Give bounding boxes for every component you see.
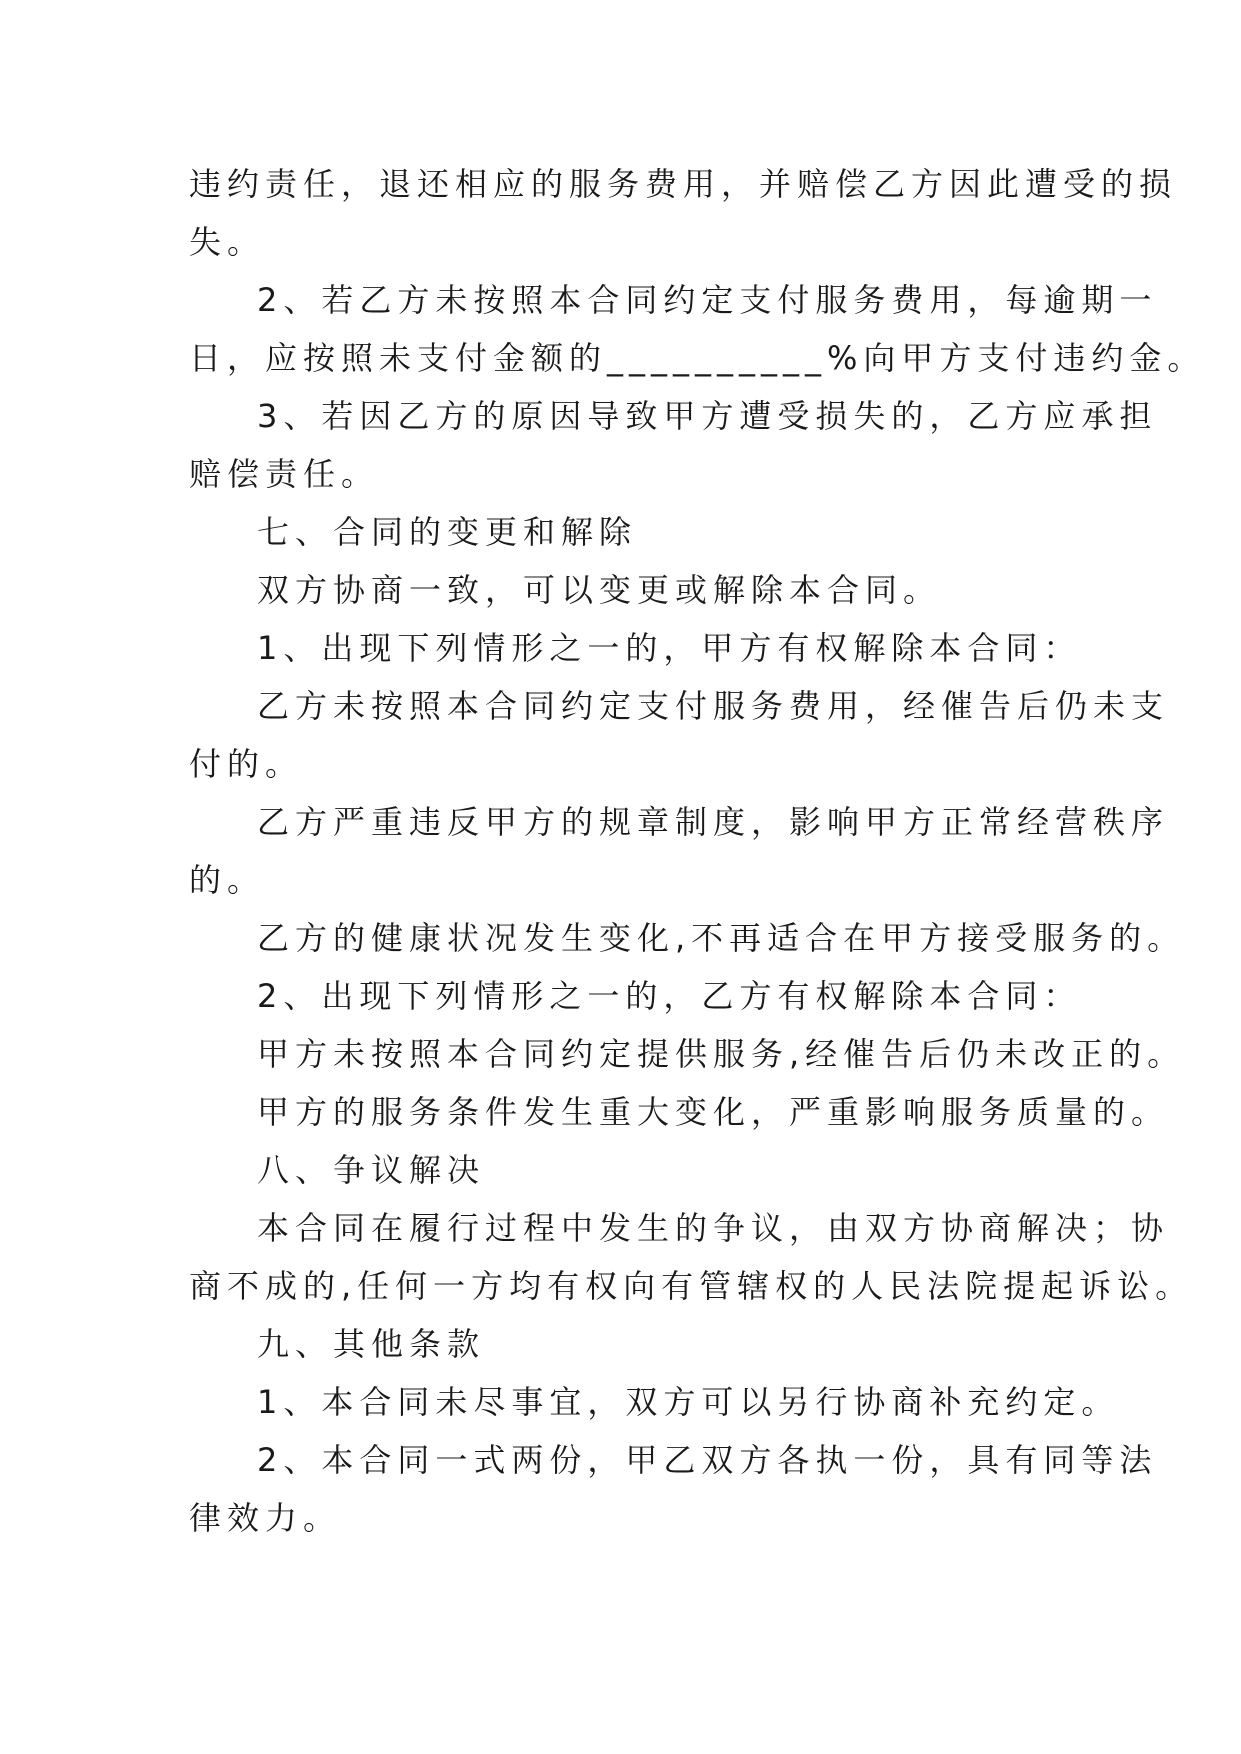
clause-line: 1、本合同未尽事宜，双方可以另行协商补充约定。 (257, 1383, 1120, 1421)
clause-line: 2、本合同一式两份，甲乙双方各执一份，具有同等法 (257, 1441, 1158, 1479)
clause-line: 2、若乙方未按照本合同约定支付服务费用，每逾期一 (257, 281, 1158, 319)
section-heading: 七、合同的变更和解除 (257, 513, 638, 551)
text-line: 赔偿责任。 (189, 455, 380, 493)
section-heading: 九、其他条款 (257, 1325, 486, 1363)
text-line: 律效力。 (189, 1499, 342, 1537)
paragraph-line: 甲方未按照本合同约定提供服务,经催告后仍未改正的。 (257, 1035, 1186, 1073)
paragraph-line: 本合同在履行过程中发生的争议，由双方协商解决；协 (257, 1209, 1170, 1247)
clause-line: 3、若因乙方的原因导致甲方遭受损失的，乙方应承担 (257, 397, 1158, 435)
text-line: 违约责任，退还相应的服务费用，并赔偿乙方因此遭受的损 (189, 165, 1178, 203)
clause-line: 1、出现下列情形之一的，甲方有权解除本合同： (257, 629, 1082, 667)
paragraph-line: 乙方严重违反甲方的规章制度，影响甲方正常经营秩序 (257, 803, 1170, 841)
document-body (189, 155, 1206, 1547)
text-line: 日，应按照未支付金额的__________%向甲方支付违约金。 (189, 339, 1206, 377)
paragraph-line: 甲方的服务条件发生重大变化，严重影响服务质量的。 (257, 1093, 1170, 1131)
paragraph-line: 双方协商一致，可以变更或解除本合同。 (257, 571, 942, 609)
section-heading: 八、争议解决 (257, 1151, 486, 1189)
clause-line: 2、出现下列情形之一的，乙方有权解除本合同： (257, 977, 1082, 1015)
paragraph-line: 乙方未按照本合同约定支付服务费用，经催告后仍未支 (257, 687, 1170, 725)
text-line: 商不成的,任何一方均有权向有管辖权的人民法院提起诉讼。 (189, 1267, 1194, 1305)
text-line: 付的。 (189, 745, 304, 783)
paragraph-line: 乙方的健康状况发生变化,不再适合在甲方接受服务的。 (257, 919, 1186, 957)
text-line: 失。 (189, 223, 266, 261)
text-line: 的。 (189, 861, 266, 899)
